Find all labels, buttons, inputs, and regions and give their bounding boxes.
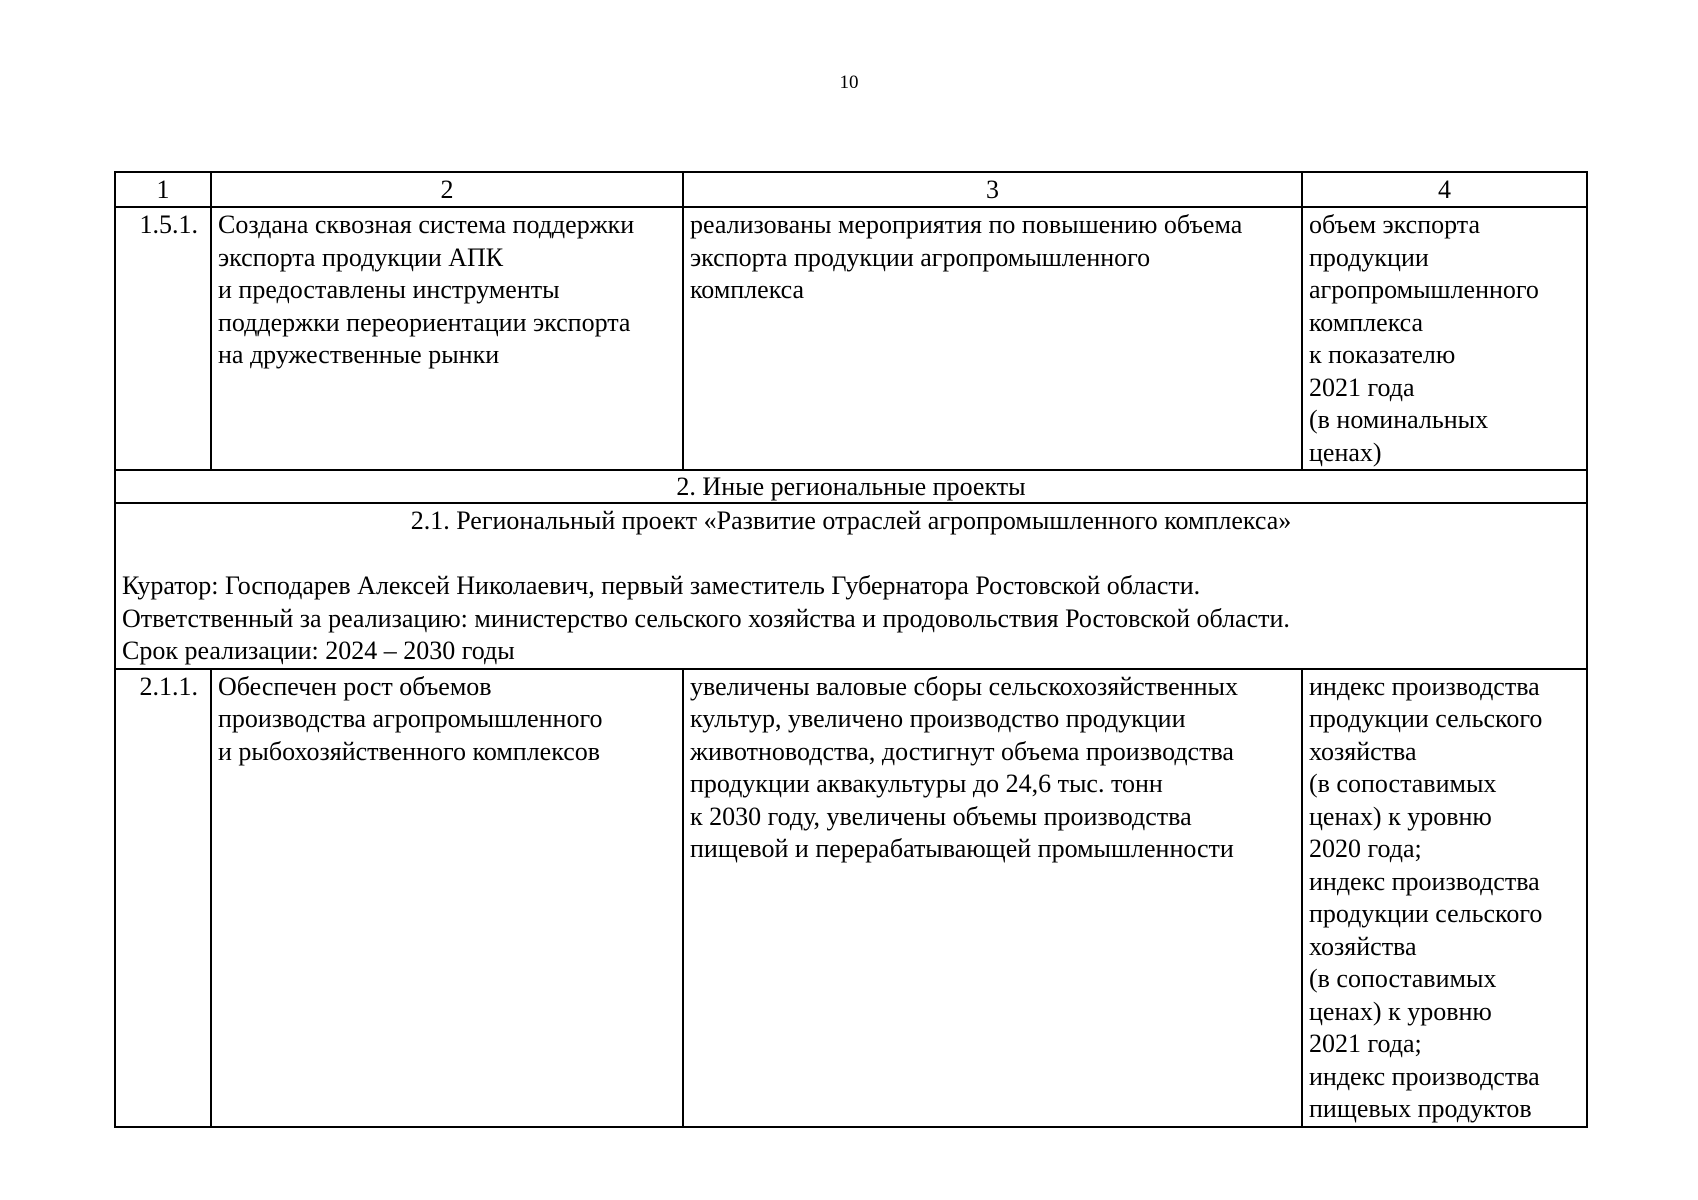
text-line: индекс производства <box>1309 866 1540 896</box>
spacer <box>122 538 1580 571</box>
project-term: Срок реализации: 2024 – 2030 годы <box>122 636 515 665</box>
text-line: продукции сельского <box>1309 899 1543 928</box>
project-responsible: Ответственный за реализацию: министерство сельского хозяйства и продовольствия Ростовской области. <box>122 603 1290 633</box>
section-heading: 2. Иные региональные проекты <box>115 470 1587 503</box>
text-line: Создана сквозная система поддержки <box>218 210 635 239</box>
header-col-2: 2 <box>211 172 683 207</box>
row-number: 1.5.1. <box>115 207 211 470</box>
text-line: хозяйства <box>1309 736 1417 766</box>
project-info <box>115 503 1587 669</box>
project-info-row <box>115 503 1587 669</box>
text-line: пищевых продуктов <box>1309 1094 1532 1123</box>
text-line: ценах) <box>1309 437 1382 467</box>
text-line: объем экспорта <box>1309 210 1480 239</box>
text-line: 2021 года; <box>1309 1029 1422 1058</box>
table-row <box>115 207 1587 470</box>
text-line: и рыбохозяйственного комплексов <box>218 736 601 766</box>
text-line: индекс производства <box>1309 671 1540 701</box>
text-line: к показателю <box>1309 340 1456 369</box>
text-line: 2020 года; <box>1309 834 1422 863</box>
indicator-cell <box>1302 207 1587 470</box>
text-line: комплекса <box>690 275 805 304</box>
text-line: (в сопоставимых <box>1309 769 1497 798</box>
text-line: на дружественные рынки <box>218 340 500 369</box>
project-curator: Куратор: Господарев Алексей Николаевич, первый заместитель Губернатора Ростовской области. <box>122 571 1201 600</box>
effect-cell <box>683 207 1302 470</box>
text-line: поддержки переориентации экспорта <box>218 307 631 337</box>
indicator-table <box>114 171 1588 1128</box>
table-header-row <box>115 172 1587 207</box>
text-line: 2021 года <box>1309 372 1415 402</box>
text-line: продукции аквакультуры до 24,6 тыс. тонн <box>690 769 1163 798</box>
text-line: увеличены валовые сборы сельскохозяйственных <box>690 671 1239 701</box>
text-line: экспорта продукции АПК <box>218 242 504 272</box>
indicator-cell <box>1302 669 1587 1127</box>
text-line: продукции <box>1309 242 1429 272</box>
text-line: агропромышленного <box>1309 275 1539 304</box>
text-line: хозяйства <box>1309 931 1417 961</box>
text-line: и предоставлены инструменты <box>218 275 560 304</box>
page-number: 10 <box>839 72 859 93</box>
text-line: к 2030 году, увеличены объемы производства <box>690 801 1192 831</box>
text-line: ценах) к уровню <box>1309 996 1492 1026</box>
text-line: пищевой и перерабатывающей промышленности <box>690 834 1234 863</box>
text-line: (в сопоставимых <box>1309 964 1497 993</box>
task-cell <box>211 669 683 1127</box>
task-cell <box>211 207 683 470</box>
project-title: 2.1. Региональный проект «Развитие отраслей агропромышленного комплекса» <box>410 506 1292 535</box>
text-line: комплекса <box>1309 307 1424 337</box>
text-line: ценах) к уровню <box>1309 801 1492 831</box>
header-col-4: 4 <box>1302 172 1587 207</box>
header-col-3: 3 <box>683 172 1302 207</box>
text-line: животноводства, достигнут объема производства <box>690 736 1234 766</box>
text-line: экспорта продукции агропромышленного <box>690 242 1151 272</box>
text-line: производства агропромышленного <box>218 704 603 733</box>
row-number: 2.1.1. <box>115 669 211 1127</box>
section-heading-row <box>115 470 1587 503</box>
header-col-1: 1 <box>115 172 211 207</box>
text-line: культур, увеличено производство продукции <box>690 704 1186 733</box>
text-line: (в номинальных <box>1309 405 1489 434</box>
table-row <box>115 669 1587 1127</box>
text-line: продукции сельского <box>1309 704 1543 733</box>
text-line: Обеспечен рост объемов <box>218 671 492 701</box>
text-line: индекс производства <box>1309 1061 1540 1091</box>
effect-cell <box>683 669 1302 1127</box>
text-line: реализованы мероприятия по повышению объема <box>690 210 1243 239</box>
